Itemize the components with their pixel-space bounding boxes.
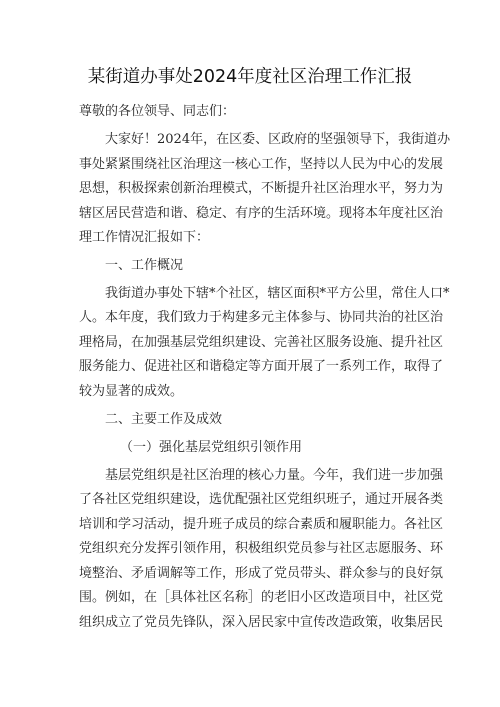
intro-line-2: 事处紧紧围绕社区治理这一核心工作，坚持以人民为中心的发展 [79,157,444,172]
subsection1-line-3: 培训和学习活动，提升班子成员的综合素质和履职能力。各社区 [79,517,444,532]
section1-line-1: 我街道办事处下辖*个社区，辖区面积*平方公里，常住人口* [105,286,450,301]
subsection1-line-2: 了各社区党组织建设，选优配强社区党组织班子，通过开展各类 [79,492,444,507]
subsection1-heading: （一）强化基层党组织引领作用 [120,440,303,455]
subsection1-line-6: 围。例如，在［具体社区名称］的老旧小区改造项目中，社区党 [79,590,444,605]
section1-line-4: 服务能力、促进社区和谐稳定等方面开展了一系列工作，取得了 [79,359,444,374]
intro-line-1: 大家好！2024年，在区委、区政府的坚强领导下，我街道办 [105,132,451,147]
subsection1-line-4: 党组织充分发挥引领作用，积极组织党员参与社区志愿服务、环 [79,541,444,556]
subsection1-line-7: 组织成立了党员先锋队，深入居民家中宣传改造政策，收集居民 [79,615,444,630]
intro-line-5: 理工作情况汇报如下： [79,230,210,245]
section1-line-3: 理格局，在加强基层党组织建设、完善社区服务设施、提升社区 [79,335,444,350]
section1-line-5: 较为显著的成效。 [79,384,184,399]
subsection1-line-5: 境整治、矛盾调解等工作，形成了党员带头、群众参与的良好氛 [79,566,444,581]
subsection1-line-1: 基层党组织是社区治理的核心力量。今年，我们进一步加强 [105,468,444,483]
intro-line-4: 辖区居民营造和谐、稳定、有序的生活环境。现将本年度社区治 [79,206,444,221]
section1-heading: 一、工作概况 [105,258,184,273]
section2-heading: 二、主要工作及成效 [105,412,223,427]
section1-line-2: 人。本年度，我们致力于构建多元主体参与、协同共治的社区治 [79,310,444,325]
document-title: 某街道办事处2024年度社区治理工作汇报 [87,67,413,87]
salutation: 尊敬的各位领导、同志们： [79,104,236,119]
intro-line-3: 思想，积极探索创新治理模式，不断提升社区治理水平，努力为 [79,181,444,196]
